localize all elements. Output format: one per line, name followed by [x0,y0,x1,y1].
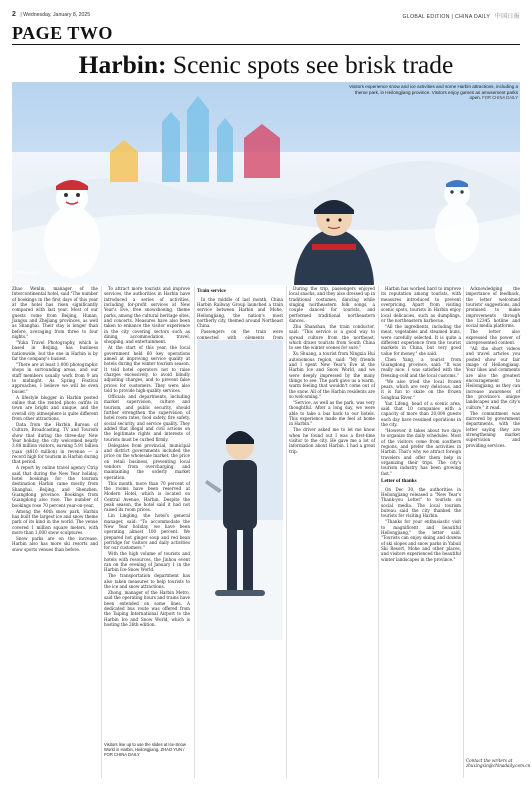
hero-photo [12,82,520,285]
article-column-1 [12,286,98,781]
column-gutter [286,286,287,778]
paragraph: Chen Yang, a tourist from Guangdong province, said: "It was really nice. I was satisfied with the freezing-cold and the local customs." [381,356,461,378]
inline-credit: ZHAO YUN / FOR CHINA DAILY [104,747,185,758]
paragraph: The driver asked me to let me know when he found out I was a first-time visitor to the city. He gave me a lot of information about Harbin. I had a great trip. [289,427,375,454]
paragraph: Snow parks are on the increase. Harbin also has more ski resorts and snow sports venues than before. [12,535,98,552]
masthead-bar [12,8,520,20]
subheading-letter-of-thanks: Letter of thanks [381,478,417,484]
paragraph: The commitment was mirrored by government departments, with the letter saying they are strengthening market supervision and providing services. [466,410,520,448]
paragraph: The transportation department has also taken measures to help tourists to the ice and snow attractions. [104,573,190,590]
from-page-credit: From page 1 [14,270,41,275]
paragraph: At the start of this year, the local government held 60 key operations aimed at improving service quality at hotels during the winter tourism season. It told hotel operators not to raise charges excessively, to avoid blindly adjusting charges, and to prevent false prices for customers. They were also told to provide high-quality services. [104,345,190,394]
masthead-paper-chinese: 中国日报 [494,14,520,20]
inline-photo-text [104,742,190,776]
paragraph: "Service, as well as the park, was very thoughtful. After a long day, we were able to take a bus back to our hotels. This experience made me feel at home in Harbin." [289,400,375,427]
paragraph: On Dec 30, the authorities in Heilongjiang released a "New Year's Thank-you Letter" to tourists on social media. The local tourism bureau said the city thanked the tourists for visiting Harbin. [381,486,461,519]
paragraph: "All the ingredients, including the meat, vegetables and steamed buns, were carefully selected. It is quite a different experience from the tourist markets in China, but very good value for money," she said. [381,324,461,356]
paragraph: With the high volume of tourists and hotels with resources, the Jinhou event ran on the evening of January 1 in the Harbin Ice-Snow World. [104,551,190,573]
paragraph: "However, it takes about two days to organize the daily schedules. Most of the visitors come from southern regions, and prefer the activities in Harbin. That's why we attract foreign travelers and offer them help in organizing their trips. The city's tourism industry has been growing fast." [381,427,461,476]
paragraph: Yan Lifeng, head of a scenic area, said that 10 companies with a capacity of more than 20,000 guests each day have resumed operations in the city. [381,400,461,427]
masthead-separator: | [20,12,22,18]
headline-bold: Harbin: [78,50,167,79]
paragraph: Zhu Shanshan, the train conductor, said: "This service is a good way to spread culture from the northeast, which draws tourists from South China to see the winter scenes for sure." [289,324,375,351]
paragraph: Lin Lingling, the hotel's general manager, said: "To accommodate the New Year holiday, we have been operating almost 100 percent. We prepared hot ginger soup and red bean porridge for visitors and daily activities for our customers." [104,513,190,551]
paragraph: During the trip, passengers enjoyed local snacks, and they also dressed up in traditional costumes, dancing while singing northeastern folk songs, a couple danced for tourists, and performed traditional northeastern dances. [289,286,375,324]
masthead-edition: GLOBAL EDITION [402,14,450,20]
skier-photo-illustration [197,340,283,640]
column-gutter [194,286,195,778]
masthead-left [12,11,90,18]
column-gutter [101,286,102,778]
headline [12,50,520,80]
section-rule [12,44,520,45]
paragraph: "Yuka Travel Photography, which is based in Beijing, has business nationwide, but the one in Harbin is by far the company's busiest. [12,340,98,362]
paragraph: Xu Shuang, a tourist from Ningxia Hui autonomous region, said: "My friends and I spent New Year's Eve at the Harbin Ice and Snow World, and we were deeply impressed by the many things to see. The park gave us a warm, warm feeling that wouldn't come out of the snow. All of the Harbin residents are so welcoming." [289,351,375,400]
column-gutter [463,286,464,778]
headline-rest: Scenic spots see brisk trade [166,50,454,79]
paragraph: In the middle of last month, China Harbin Railway Group launched a train service between Harbin and Mohe, Heilongjiang, the nation's most northerly city, themed around Northeast China. [197,296,283,329]
contact-line: Contact the writers at zhuxingxin@chinadaily.com.cn [466,758,531,769]
paragraph: Passengers on the train were connected with elements from [197,329,283,340]
photo-credit: FOR CHINA DAILY [482,95,518,101]
paragraph: Acknowledging the importance of feedback, the letter welcomed tourists' suggestions, and promised to make improvements through the 12345 hotline and social media platforms. [466,286,520,329]
paragraph: A lifestyle blogger in Harbin posted online that the rented photo outfits in town are bright and unique, and the overall city atmosphere is quite different from other attractions. [12,394,98,422]
paragraph: Data from the Harbin Bureau of Culture, Broadcasting, TV and Tourism show that during the three-day New Year holiday, the city welcomed nearly 3.88 million visitors, earning 5.91 billion yuan ($810 million) in revenue — a record high for tourism in Harbin during that period. [12,421,98,465]
photo-caption-text: Visitors experience snow and ice activities and some Harbin attractions, including a theme park, in Heilongjiang province. Visitors enjoy games as amusement parks open. [349,84,518,101]
article-column-6 [466,286,531,781]
article-column-5 [381,286,461,781]
paragraph: Delegates from provincial, municipal and district governments included the price on the wholesale market, the price on retail business, preventing local vendors from overcharging, and maintaining the orderly market operation. [104,442,190,480]
paragraph: "There are at least 1,000 photographic shops in surrounding areas, and our staff members usually work from 9 am to midnight. As Spring Festival approaches, I believe we will be even busier." [12,362,98,394]
inline-caption: Visitors line up to use the slides at Ice-Snow World in Harbin, Heilongjiang. [104,742,186,753]
masthead-date: Wednesday, January 8, 2025 [23,12,91,18]
skier-photo-frame [197,340,283,640]
paragraph: Zhong, manager of the Harbin Metro, said the operating hours and trains have been extended on some lines. A dedicated bus route was offered from the Taiping International Airport to the Harbin Ice and Snow World, which is hosting the 26th edition. [104,590,190,628]
masthead-separator: | [451,14,455,20]
paragraph: Among the 40th snow park, Harbin has built the largest ice and snow theme park of its kind in the world. The venue covered 1 million square meters, with more than 1,000 snow sculptures. [12,508,98,536]
column-gutter [378,286,379,778]
subheading-train-service: Train service [197,288,226,294]
masthead-paper: CHINA DAILY [454,14,491,20]
hero-photo-illustration [12,82,520,285]
page-number: 2 [12,11,16,18]
section-title: PAGE TWO [12,23,113,43]
paragraph: The letter also expressed the power of unrepresented content. [466,329,520,346]
paragraph: "All the short videos and travel articles you posted show our fair image of Heilongjiang. Your likes and comments are also the greatest encouragement to Heilongjiang, as they can increase awareness of the province's unique landscapes and the city's culture," it read. [466,345,520,410]
paragraph: Officials and departments, including market supervision, culture and tourism, and public security, should further strengthen the supervision of hotel room rates, food safety, fire safety, social security, and service quality. They added that illegal and civil actions on the legitimate rights and interests of tourists must be curbed firmly. [104,394,190,442]
paragraph: This month, more than 70 percent of the rooms have been reserved at Modern Hotel, which is located on Central Avenue, Harbin. Despite the peak season, the hotel said it had not raised its room prices. [104,480,190,513]
paragraph: "Thanks for your enthusiastic visit to magnificent and beautiful Heilongjiang," the letter said. "Tourists can enjoy skiing and dozens of ski slopes and snow parks in Yabuli Ski Resort, Mohe and other places, and visitors experienced the beautiful winter landscapes in the province." [381,519,461,562]
masthead-right [403,11,520,20]
paragraph: To attract more tourists and improve services, the authorities in Harbin have introduced a series of activities, including for-profit services at New Year's Eve, free snowshoeing, theme parks, among the cultural heritage sites, and concerts. Measures have also been taken to enhance the visitor experience in the city covering sectors such as dining, accommodation, travel, shopping, and entertainment. [104,286,190,345]
article-column-4 [289,286,375,781]
paragraph: "We also tried the local frozen pears, which are very delicious, and it is fun to skate on the frozen Songhua River." [381,378,461,400]
photo-caption [348,84,518,101]
paragraph: Harbin has worked hard to improve its reputation among tourists, with measures introduced to prevent overpricing. Apart from visiting scenic spots, tourists in Harbin enjoy local delicacies, such as dumplings, or the northeastern barbecue. [381,286,461,324]
article-column-2 [104,286,190,781]
paragraph: A report by online travel agency Ctrip said that during the New Year holiday, hotel bookings for the tourism destination Harbin came mostly from Shanghai, Beijing, and Shenzhen, Guangdong province. Bookings from Guangdong also rose. The number of bookings rose 70 percent year-on-year. [12,465,98,508]
paragraph: Zhao Wenlin, manager of the Intercontinental hotel, said "The number of bookings in the first days of this year at the hotel has risen significantly compared with last year. Most of our guests come from Beijing, Hunan, Jiangsu and Zhejiang provinces, as well as Shanghai. Their stay is longer than before, averaging from three to four nights." [12,286,98,340]
